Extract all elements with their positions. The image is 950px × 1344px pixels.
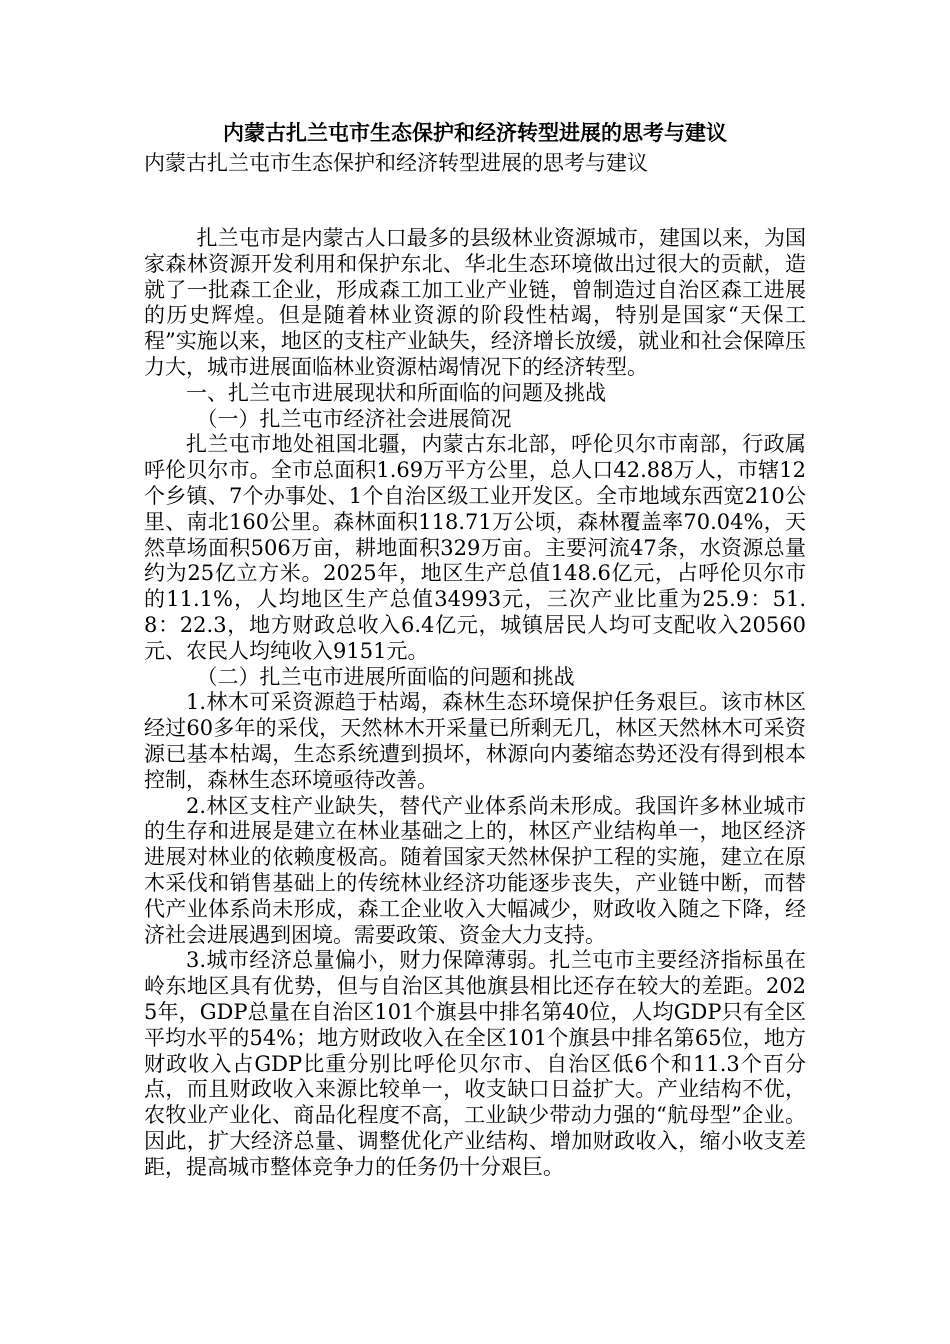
problem-item-2: 2.林区支柱产业缺失，替代产业体系尚未形成。我国许多林业城市的生存和进展是建立在林业基础之上的，林区产业结构单一，地区经济进展对林业的依赖度极高。随着国家天然林保护工程的实施，建立在原木采伐和销售基础上的传统林业经济功能逐步丧失，产业链中断，而替代产业体系尚未形成，森工企业收入大幅减少，财政收入随之下降，经济社会进展遇到困境。需要政策、资金大力支持。 [144,793,806,947]
overview-paragraph: 扎兰屯市地处祖国北疆，内蒙古东北部，呼伦贝尔市南部，行政属呼伦贝尔市。全市总面积1.69万平方公里，总人口42.88万人，市辖12个乡镇、7个办事处、1个自治区级工业开发区。全市地域东西宽210公里、南北160公里。森林面积118.71万公顷，森林覆盖率70.04%，天然草场面积506万亩，耕地面积329万亩。主要河流47条，水资源总量约为25亿立方米。2025年，地区生产总值148.6亿元，占呼伦贝尔市的11.1%，人均地区生产总值34993元，三次产业比重为25.9：51.8：22.3，地方财政总收入6.4亿元，城镇居民人均可支配收入20560元、农民人均纯收入9151元。 [144,432,806,663]
subsection-heading-1: （一）扎兰屯市经济社会进展简况 [196,406,512,431]
problem-item-3: 3.城市经济总量偏小，财力保障薄弱。扎兰屯市主要经济指标虽在岭东地区具有优势，但与自治区其他旗县相比还存在较大的差距。2025年，GDP总量在自治区101个旗县中排名第40位，人均GDP只有全区平均水平的54%；地方财政收入在全区101个旗县中排名第65位，地方财政收入占GDP比重分别比呼伦贝尔市、自治区低6个和11.3个百分点，而且财政收入来源比较单一，收支缺口日益扩大。产业结构不优，农牧业产业化、商品化程度不高，工业缺少带动力强的“航母型”企业。因此，扩大经济总量、调整优化产业结构、增加财政收入，缩小收支差距，提高城市整体竞争力的任务仍十分艰巨。 [144,948,806,1179]
section-heading-1: 一、扎兰屯市进展现状和所面临的问题及挑战 [186,380,606,405]
intro-paragraph: 扎兰屯市是内蒙古人口最多的县级林业资源城市，建国以来，为国家森林资源开发利用和保护东北、华北生态环境做出过很大的贡献，造就了一批森工企业，形成森工加工业产业链，曾制造过自治区森工进展的历史辉煌。但是随着林业资源的阶段性枯竭，特别是国家“天保工程”实施以来，地区的支柱产业缺失，经济增长放缓，就业和社会保障压力大，城市进展面临林业资源枯竭情况下的经济转型。 [144,226,806,379]
problem-item-1: 1.林木可采资源趋于枯竭，森林生态环境保护任务艰巨。该市林区经过60多年的采伐，天然林木开采量已所剩无几，林区天然林木可采资源已基本枯竭，生态系统遭到损坏，林源向内萎缩态势还没有得到根本控制，森林生态环境亟待改善。 [144,690,806,792]
document-title: 内蒙古扎兰屯市生态保护和经济转型进展的思考与建议 [223,121,727,145]
document-body [144,118,806,1180]
document-subtitle: 内蒙古扎兰屯市生态保护和经济转型进展的思考与建议 [144,151,648,175]
subsection-heading-2: （二）扎兰屯市进展所面临的问题和挑战 [196,664,575,689]
